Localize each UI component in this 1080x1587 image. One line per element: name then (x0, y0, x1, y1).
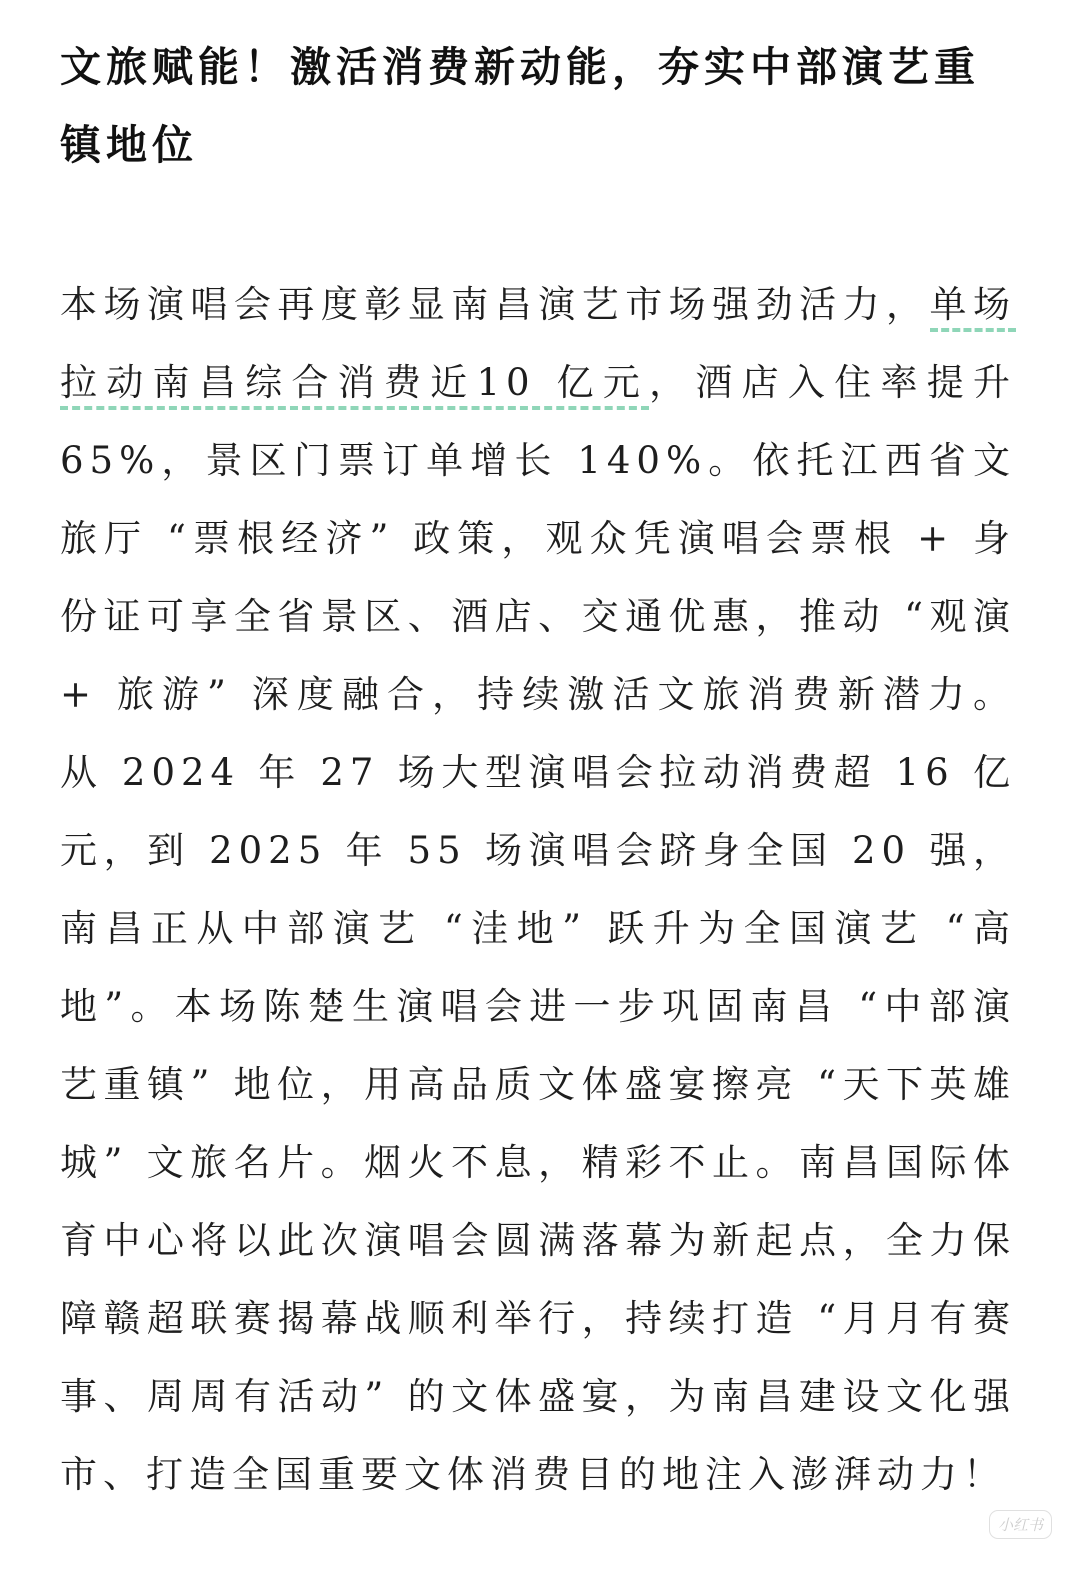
article-title: 文旅赋能！激活消费新动能，夯实中部演艺重镇地位 (60, 43, 980, 169)
article-body-rest: ，酒店入住率提升65%，景区门票订单增长 140%。依托江西省文旅厅 “票根经济” 政策，观众凭演唱会票根 + 身份证可享全省景区、酒店、交通优惠，推动 “观演 + 旅游” 深度融合，持续激活文旅消费新潜力。从 2024 年 27 场大型演唱会拉动消费超 16 亿元，到 2025 年 55 场演唱会跻身全国 20 强，南昌正从中部演艺 “洼地” 跃升为全国演艺 “高地”。本场陈楚生演唱会进一步巩固南昌 “中部演艺重镇” 地位，用高品质文体盛宴擦亮 “天下英雄城” 文旅名片。烟火不息，精彩不止。南昌国际体育中心将以此次演唱会圆满落幕为新起点，全力保障赣超联赛揭幕战顺利举行，持续打造 “月月有赛事、周周有活动” 的文体盛宴，为南昌建设文化强市、打造全国重要文体消费目的地注入澎湃动力！ (60, 361, 1017, 1496)
highlighted-phrase[interactable]: 单场拉动南昌综合消费近10 亿元 (60, 283, 1016, 410)
article-body (60, 266, 1016, 1514)
article-body-intro: 本场演唱会再度彰显南昌演艺市场强劲活力， (60, 283, 930, 326)
watermark-logo: 小红书 (989, 1510, 1052, 1539)
